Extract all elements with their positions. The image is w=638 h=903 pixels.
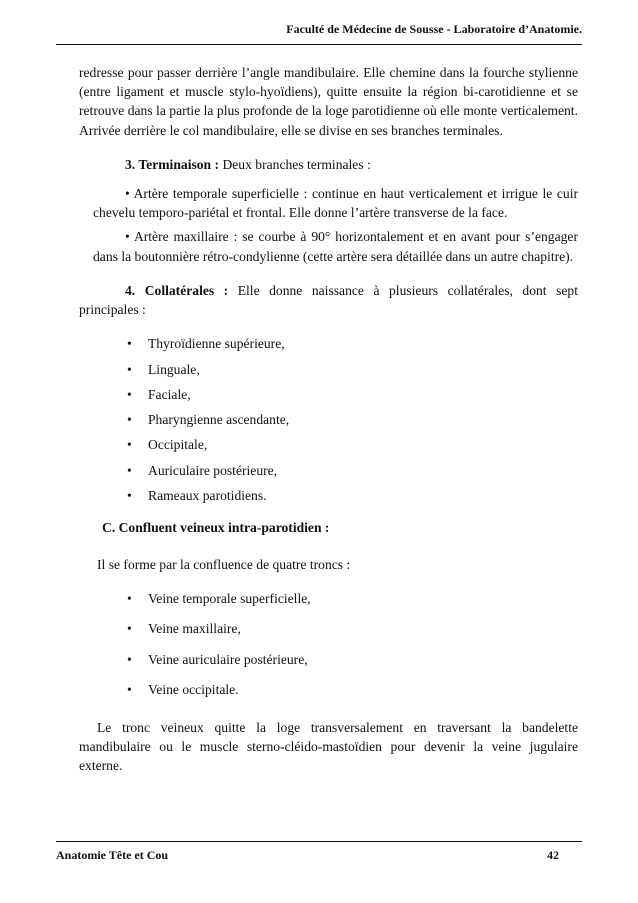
bullet-icon: • [125, 186, 130, 202]
bullet-icon: • [127, 590, 132, 606]
list-item-text: Veine temporale superficielle, [148, 590, 311, 606]
page-header: Faculté de Médecine de Sousse - Laboratoire d’Anatomie. [286, 22, 582, 36]
terminaison-bullet-2 [79, 227, 578, 265]
list-item-text: Veine maxillaire, [148, 621, 241, 637]
list-item-text: Rameaux parotidiens. [148, 488, 267, 504]
list-item [79, 435, 578, 460]
list-item [79, 650, 578, 681]
bullet-icon: • [127, 412, 132, 428]
bullet-icon: • [127, 437, 132, 453]
list-item [79, 680, 578, 711]
collaterales-list [79, 334, 578, 511]
terminaison-bullet-1 [79, 184, 578, 222]
bullet-icon: • [127, 336, 132, 352]
list-item-text: Auriculaire postérieure, [148, 462, 278, 478]
list-item-text: Faciale, [148, 386, 191, 402]
section-c-intro: Il se forme par la confluence de quatre troncs : [97, 556, 351, 572]
list-item [79, 385, 578, 410]
list-item [79, 410, 578, 435]
list-item [79, 589, 578, 620]
section-c-conclusion: Le tronc veineux quitte la loge transversalement en traversant la bandelette mandibulaire ou le muscle sterno-cléido-mastoïdien pour devenir la veine jugulaire externe. [79, 719, 578, 774]
list-item [79, 461, 578, 486]
terminaison-text: Deux branches terminales : [222, 156, 371, 172]
list-item-text: Veine occipitale. [148, 682, 239, 698]
footer-title: Anatomie Tête et Cou [56, 848, 169, 862]
intro-paragraph: redresse pour passer derrière l’angle mandibulaire. Elle chemine dans la fourche stylienne (entre ligament et muscle stylo-hyoïdiens), quitte ensuite la région bi-carotidienne et se retrouve dans la partie la plus profonde de la loge parotidienne où elle monte verticalement. Arrivée derrière le col mandibulaire, elle se divise en ses branches terminales. [79, 65, 578, 138]
terminaison-heading-line [79, 155, 578, 174]
bullet-icon: • [127, 361, 132, 377]
bullet-icon: • [127, 386, 132, 402]
list-item-text: Occipitale, [148, 437, 208, 453]
list-item [79, 486, 578, 511]
bullet-icon: • [127, 651, 132, 667]
collaterales-heading: 4. Collatérales : [125, 282, 229, 298]
page-body [79, 63, 578, 789]
collaterales-paragraph [79, 281, 578, 319]
section-c-heading: C. Confluent veineux intra-parotidien : [102, 520, 330, 536]
list-item-text: Thyroïdienne supérieure, [148, 336, 285, 352]
bullet-text: Artère temporale superficielle : continue en haut verticalement et irrigue le cuir chevelu temporo-pariétal et frontal. Elle donne l’artère transverse de la face. [93, 186, 579, 221]
bullet-icon: • [125, 229, 130, 245]
veine-list [79, 589, 578, 711]
footer-divider [56, 841, 582, 842]
bullet-icon: • [127, 682, 132, 698]
header-divider [56, 44, 582, 45]
bullet-icon: • [127, 621, 132, 637]
page-number: 42 [547, 848, 559, 862]
list-item-text: Pharyngienne ascendante, [148, 412, 290, 428]
list-item [79, 619, 578, 650]
terminaison-heading: 3. Terminaison : [125, 156, 220, 172]
list-item-text: Linguale, [148, 361, 200, 377]
bullet-icon: • [127, 488, 132, 504]
list-item [79, 360, 578, 385]
bullet-text: Artère maxillaire : se courbe à 90° horizontalement et en avant pour s’engager dans la boutonnière rétro-condylienne (cette artère sera détaillée dans un autre chapitre). [93, 229, 578, 264]
list-item-text: Veine auriculaire postérieure, [148, 651, 308, 667]
bullet-icon: • [127, 462, 132, 478]
list-item [79, 334, 578, 359]
collaterales-text: Elle donne naissance à plusieurs collatérales, dont sept principales : [79, 282, 578, 318]
